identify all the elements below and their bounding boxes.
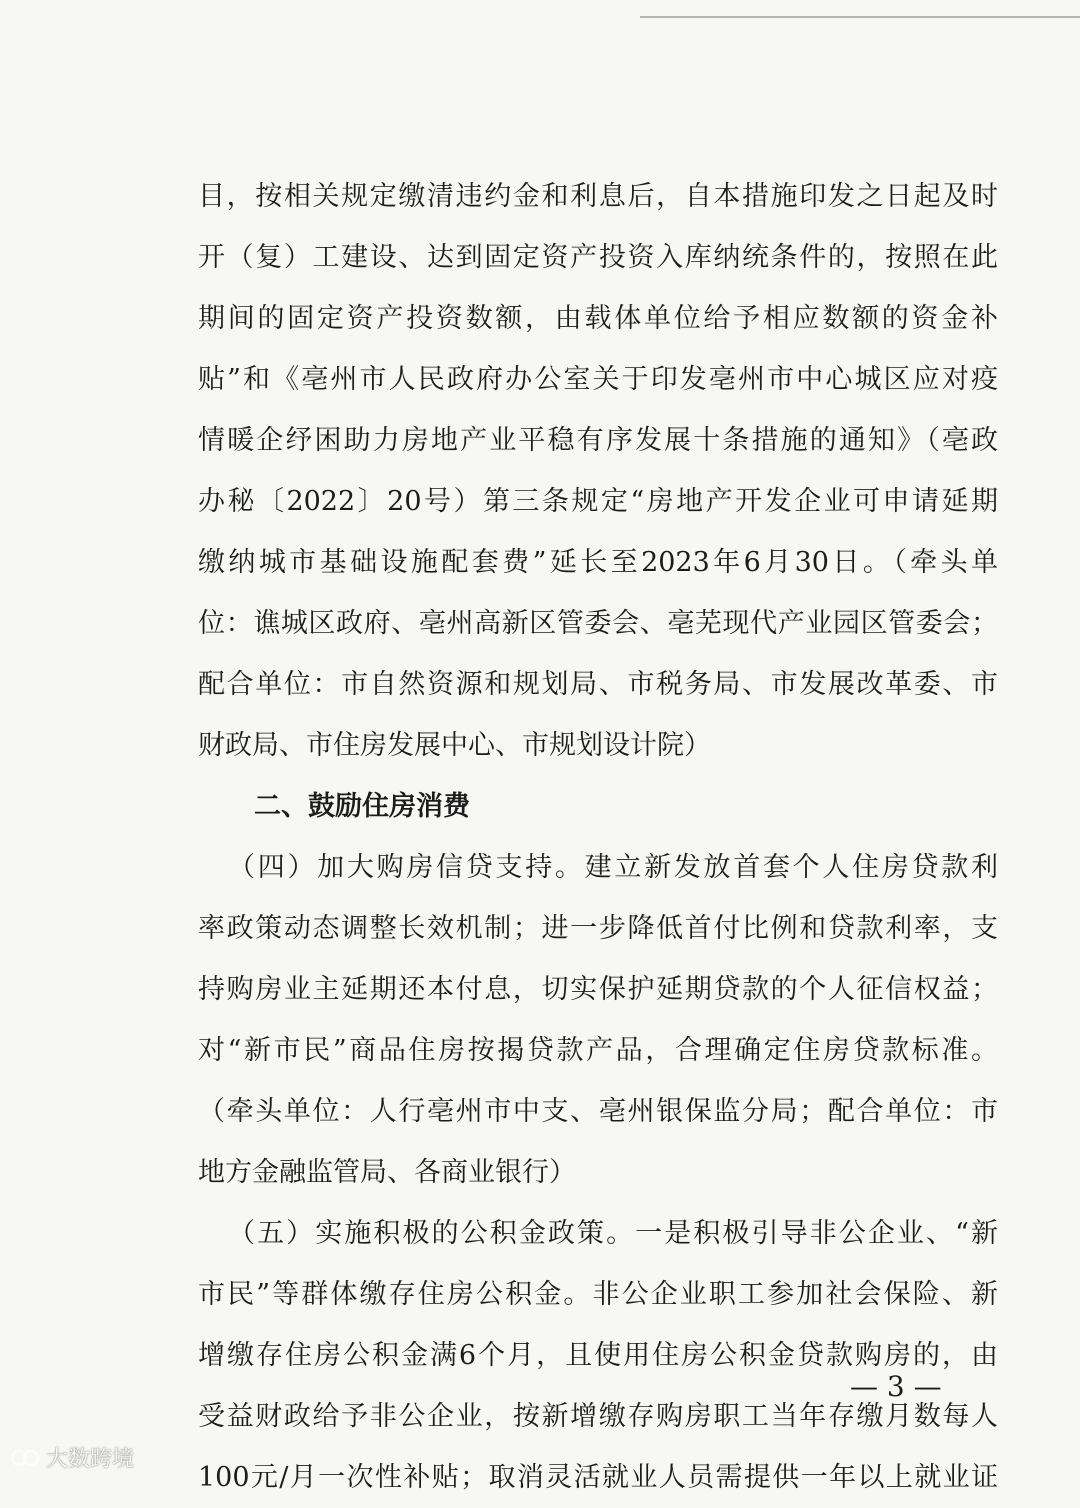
document-body [198,166,998,1508]
section-heading: 二、鼓励住房消费 [254,791,470,822]
text-line: 期间的固定资产投资数额，由载体单位给予相应数额的资金补 [198,303,998,334]
text-line: 配合单位：市自然资源和规划局、市税务局、市发展改革委、市 [198,669,998,700]
text-line: 缴纳城市基础设施配套费”延长至2023年6月30日。（牵头单 [198,547,998,578]
text-line: 持购房业主延期还本付息，切实保护延期贷款的个人征信权益； [198,974,998,1005]
text-line: 对“新市民”商品住房按揭贷款产品，合理确定住房贷款标准。 [198,1035,998,1066]
text-line: （五）实施积极的公积金政策。一是积极引导非公企业、“新 [228,1218,998,1249]
text-line: 地方金融监管局、各商业银行） [198,1157,576,1188]
text-line: 位：谯城区政府、亳州高新区管委会、亳芜现代产业园区管委会； [198,608,998,639]
text-line: 贴”和《亳州市人民政府办公室关于印发亳州市中心城区应对疫 [198,364,998,395]
watermark-text: 大数跨境 [46,1447,135,1472]
text-line: 100元/月一次性补贴；取消灵活就业人员需提供一年以上就业证 [198,1462,998,1493]
text-line: 受益财政给予非公企业，按新增缴存购房职工当年存缴月数每人 [198,1401,998,1432]
top-edge-rule [640,16,1080,18]
page-number: — 3 — [850,1370,942,1403]
text-line: 情暖企纾困助力房地产业平稳有序发展十条措施的通知》（亳政 [198,425,998,456]
text-line: 率政策动态调整长效机制；进一步降低首付比例和贷款利率，支 [198,913,998,944]
text-line: 市民”等群体缴存住房公积金。非公企业职工参加社会保险、新 [198,1279,998,1310]
watermark-logo-icon [10,1445,40,1471]
text-line: 办秘〔2022〕20号）第三条规定“房地产开发企业可申请延期 [198,486,998,517]
text-line: 目，按相关规定缴清违约金和利息后，自本措施印发之日起及时 [198,181,998,212]
text-line: （四）加大购房信贷支持。建立新发放首套个人住房贷款利 [228,852,998,883]
text-line: （牵头单位：人行亳州市中支、亳州银保监分局；配合单位：市 [198,1096,998,1127]
text-line: 开（复）工建设、达到固定资产投资入库纳统条件的，按照在此 [198,242,998,273]
text-line: 财政局、市住房发展中心、市规划设计院） [198,730,711,761]
watermark [10,1442,134,1473]
text-line: 增缴存住房公积金满6个月，且使用住房公积金贷款购房的，由 [198,1340,998,1371]
